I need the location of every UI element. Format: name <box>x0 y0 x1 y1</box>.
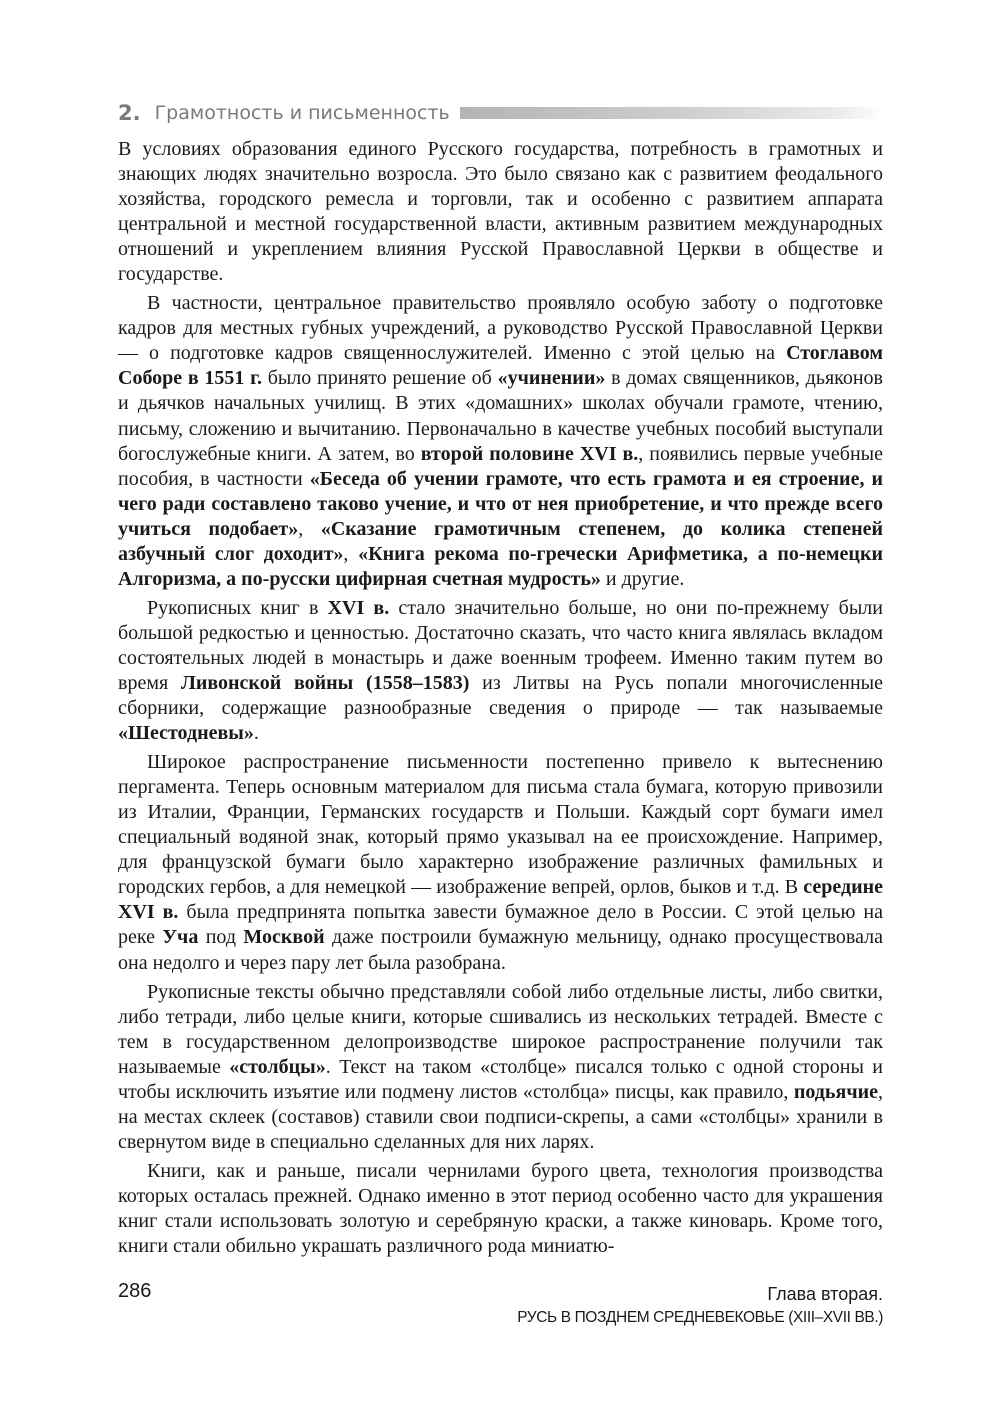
bold-term: середине XVI в. <box>118 876 883 924</box>
paragraph <box>118 750 883 975</box>
bold-term: «Книга рекома по-гречески Арифметика, а по-немецки Алгоризма, а по-русски цифирная счетная мудрость» <box>118 542 883 590</box>
text-run: , <box>343 542 359 565</box>
bold-term: Стоглавом Соборе в 1551 г. <box>118 342 883 390</box>
bold-term: Ливонской войны (1558–1583) <box>180 671 470 694</box>
text-run: . <box>253 722 259 745</box>
section-title: Грамотность и письменность <box>154 102 450 124</box>
text-run: под <box>198 926 244 949</box>
text-run: Широкое распространение письменности постепенно привело к вытеснению пергамента. Теперь основным материалом для письма стала бумага, которую привозили из Италии, Франции, Германских государств и Польши. Каждый сорт бумаги имел специальный водяной знак, который прямо указывал на ее происхождение. Например, для французской бумаги было характерно изображение различных фамильных и городских гербов, а для немецкой — изображение вепрей, орлов, быков и т.д. В <box>118 751 883 899</box>
bold-term: «учинении» <box>497 367 606 390</box>
text-run: было принято решение об <box>261 367 498 390</box>
text-run: , на местах склеек (составов) ставили свои подписи-скрепы, а сами «столбцы» хранили в свернутом виде в специально сделанных для них ларях. <box>118 1080 883 1153</box>
text-run: стало значительно больше, но они по-прежнему были большой редкостью и ценностью. Достаточно сказать, что часто книга являлась вкладом состоятельных людей в монастырь и даже военным трофеем. Именно таким путем во время <box>118 596 883 694</box>
text-run: Рукописных книг в <box>147 596 328 619</box>
page-number: 286 <box>118 1280 152 1302</box>
text-run: Рукописные тексты обычно представляли собой либо отдельные листы, либо свитки, либо тетради, либо целые книги, которые сшивались из нескольких тетрадей. Вместе с тем в государственном делопроизводстве широкое распространение получили так называемые <box>118 980 883 1078</box>
bold-term: «Беседа об учении грамоте, что есть грамота и ея строение, и чего ради составлено таково учение, и что от нея приобретение, и что прежде всего учиться подобает» <box>118 467 883 540</box>
paragraph <box>118 291 883 592</box>
bold-term: «столбцы» <box>229 1055 326 1078</box>
text-run: даже построили бумажную мельницу, однако просуществовала она недолго и через пару лет была разобрана. <box>118 926 884 974</box>
bold-term: «Сказание грамотичным степенем, до колика степеней азбучный слог доходит» <box>118 517 884 565</box>
text-run: В частности, центральное правительство проявляло особую заботу о подготовке кадров для местных губных учреждений, а руководство Русской Православной Церкви — о подготовке кадров священнослужителей. Именно с этой целью на <box>118 292 883 365</box>
chapter-label: Глава вторая. <box>767 1284 883 1304</box>
heading-rule <box>460 107 883 119</box>
bold-term: «Шестодневы» <box>118 722 254 745</box>
text-run: из Литвы на Русь попали многочисленные сборники, содержащие разнообразные сведения о природе — так называемые <box>118 671 883 720</box>
section-heading <box>118 98 883 128</box>
text-run: , появились первые учебные пособия, в частности <box>118 442 883 490</box>
text-run: Книги, как и раньше, писали чернилами бурого цвета, технология производства которых осталась прежней. Однако именно в этот период особенно часто для украшения книг стали использовать золотую и серебряную краски, а также киноварь. Кроме того, книги стали обильно украшать различного рода миниатю- <box>118 1159 883 1258</box>
text-run: и другие. <box>600 567 685 590</box>
page-footer <box>118 1280 883 1340</box>
text-run: , <box>298 517 321 540</box>
bold-term: Москвой <box>243 926 325 949</box>
text-run: в домах священников, дьяконов и дьячков начальных училищ. В этих «домашних» школах обучали грамоте, чтению, письму, сложению и вычитанию. Первоначально в качестве учебных пособий выступали богослужебные книги. А затем, во <box>118 367 883 465</box>
text-run: . Текст на таком «столбце» писался только с одной стороны и чтобы исключить изъятие или подмену листов «столбца» писцы, как правило, <box>118 1055 883 1103</box>
bold-term: второй половине XVI в. <box>420 442 639 465</box>
paragraph <box>118 1159 883 1259</box>
paragraph <box>118 980 883 1155</box>
bold-term: XVI в. <box>327 596 390 619</box>
bold-term: Уча <box>162 926 199 949</box>
running-chapter-title <box>517 1282 883 1330</box>
body-text <box>118 137 883 1259</box>
bold-term: подьячие <box>793 1080 878 1103</box>
paragraph <box>118 137 883 287</box>
chapter-title: РУСЬ В ПОЗДНЕМ СРЕДНЕВЕКОВЬЕ (XIII–XVII ВВ.) <box>517 1309 883 1326</box>
text-run: была предпринята попытка завести бумажное дело в России. С этой целью на реке <box>118 901 883 949</box>
section-number: 2. <box>118 101 141 125</box>
text-run: В условиях образования единого Русского государства, потребность в грамотных и знающих людях значительно возросла. Это было связано как с развитием феодального хозяйства, городского ремесла и торговли, так и особенно с развитием аппарата центральной и местной государственной власти, активным развитием международных отношений и укреплением влияния Русской Православной Церкви в обществе и государстве. <box>118 138 883 286</box>
paragraph <box>118 596 883 746</box>
